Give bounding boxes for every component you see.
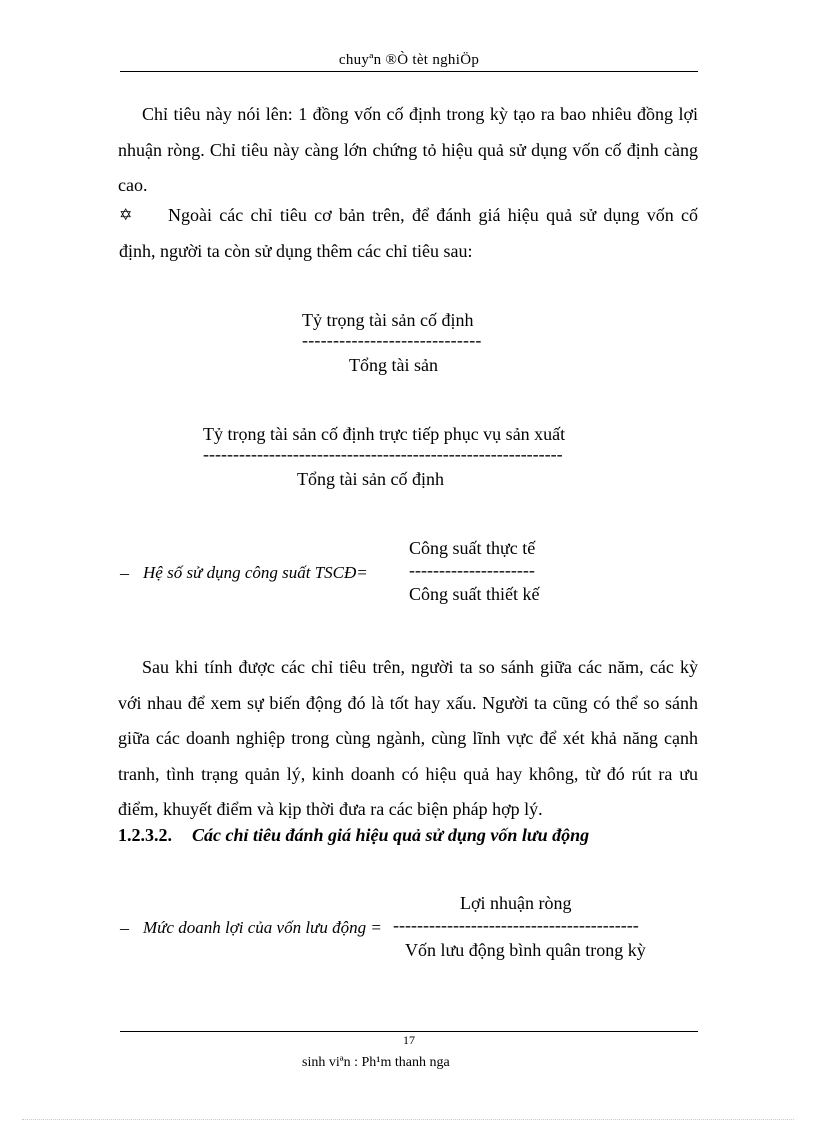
formula-1-bar: ----------------------------- [302,330,482,350]
formula-4-numerator: Lợi nhuận ròng [460,893,572,913]
formula-3-bar: --------------------- [409,560,535,580]
paragraph-1: Chỉ tiêu này nói lên: 1 đồng vốn cố định trong kỳ tạo ra bao nhiêu đồng lợi nhuận ròng. Chỉ tiêu này càng lớn chứng tỏ hiệu quả sử dụng vốn cố định càng cao. [118,104,698,195]
formula-4-dash: – [120,918,129,938]
page-number: 17 [403,1033,415,1047]
formula-3-dash: – [120,563,129,583]
formula-4-bar: ----------------------------------------- [393,915,639,935]
page-bottom-edge [22,1119,794,1120]
footer-rule [120,1031,698,1032]
page-header-title: chuyªn ®Ò tèt nghiÖp [338,52,480,68]
section-number: 1.2.3.2. [118,825,172,845]
formula-3-label: Hệ số sử dụng công suất TSCĐ= [143,563,368,582]
footer-author: sinh viªn : Ph¹m thanh nga [302,1055,450,1070]
formula-3-numerator: Công suất thực tế [409,538,536,558]
formula-2-denominator: Tổng tài sản cố định [297,469,444,489]
formula-2-bar: ------------------------------------------------------------ [203,444,563,464]
formula-1-denominator: Tổng tài sản [349,355,438,375]
formula-1-numerator: Tỷ trọng tài sản cố định [302,310,474,330]
section-title: Các chỉ tiêu đánh giá hiệu quả sử dụng vốn lưu động [192,825,590,845]
formula-4-denominator: Vốn lưu động bình quân trong kỳ [405,940,646,960]
bullet-text-line-1: Ngoài các chỉ tiêu cơ bản trên, để đánh giá hiệu quả sử dụng vốn cố [168,205,698,225]
formula-2-numerator: Tỷ trọng tài sản cố định trực tiếp phục vụ sản xuất [203,424,566,444]
header-rule [120,71,698,72]
formula-3-denominator: Công suất thiết kế [409,584,540,604]
star-bullet-icon: ✡ [119,207,133,224]
paragraph-2: Sau khi tính được các chỉ tiêu trên, người ta so sánh giữa các năm, các kỳ với nhau để xem sự biến động đó là tốt hay xấu. Người ta cũng có thể so sánh giữa các doanh nghiệp trong cùng ngành, cùng lĩnh vực để xét khả năng cạnh tranh, tình trạng quản lý, kinh doanh có hiệu quả hay không, từ đó rút ra ưu điểm, khuyết điểm và kịp thời đưa ra các biện pháp hợp lý. [118,657,698,819]
bullet-text-line-2: định, người ta còn sử dụng thêm các chỉ tiêu sau: [119,241,473,261]
formula-4-label: Mức doanh lợi của vốn lưu động = [143,918,382,937]
